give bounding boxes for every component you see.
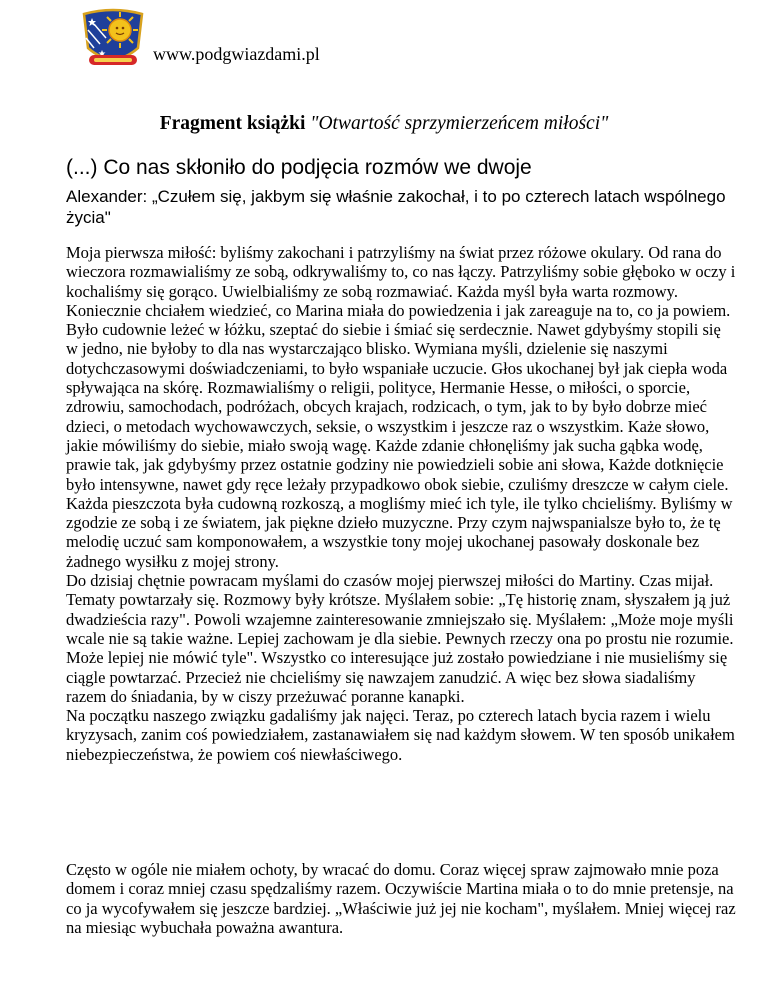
site-url[interactable]: www.podgwiazdami.pl bbox=[153, 44, 320, 64]
paragraph: Moja pierwsza miłość: byliśmy zakochani i patrzyliśmy na świat przez różowe okulary. Od rana do wieczora rozmawialiśmy ze sobą, odkrywaliśmy to, co nas łączy. Patrzyliśmy sobie głęboko w oczy i kochaliśmy się gorąco. Uwielbialiśmy ze sobą rozmawiać. Każda myśl była warta rozmowy. Koniecznie chciałem wiedzieć, co Marina miała do powiedzenia i jak zareaguje na to, co ja powiem. Było cudownie leżeć w łóżku, szeptać do siebie i śmiać się serdecznie. Nawet gdybyśmy stopili się w jedno, nie byłoby to dla nas wystarczająco blisko. Wymiana myśli, dzielenie się naszymi dotychczasowymi doświadczeniami, to było wspaniałe uczucie. Głos ukochanej był jak ciepła woda spływająca na skórę. Rozmawialiśmy o religii, polityce, Hermanie Hesse, o miłości, o sporcie, zdrowiu, samochodach, podróżach, obcych krajach, rodzicach, o tym, jak to by było dobrze mieć dzieci, o metodach wychowawczych, seksie, o wszystkim i jeszcze raz o wszystkim. Każe słowo, jakie mówiliśmy do siebie, miało swoją wagę. Każde zdanie chłonęliśmy jak sucha gąbka wodę, prawie tak, jak gdybyśmy przez ostatnie godziny nie powiedzieli sobie ani słowa, Każde dotknięcie było intensywne, nawet gdy ręce leżały przypadkowo obok siebie, czuliśmy dreszcze w całym ciele. Każda pieszczota była cudowną rozkoszą, a mogliśmy mieć ich tyle, ile tylko chcieliśmy. Byliśmy w zgodzie ze sobą i ze światem, jak piękne dzieło muzyczne. Przy czym najwspanialsze było to, że tę melodię uczuć sam komponowałem, a wszystkie tony mojej ukochanej pasowały doskonale bez żadnego wysiłku z mojej strony. bbox=[66, 243, 736, 571]
body-text-block-2 bbox=[66, 860, 736, 937]
page-header bbox=[80, 8, 680, 72]
sun-stars-logo-icon[interactable] bbox=[80, 8, 146, 72]
paragraph: Często w ogóle nie miałem ochoty, by wracać do domu. Coraz więcej spraw zajmowało mnie poza domem i coraz mniej czasu spędzaliśmy razem. Oczywiście Martina miała o to do mnie pretensje, na co ja wycofywałem się jeszcze bardziej. „Właściwie już jej nie kocham", myślałem. Mniej więcej raz na miesiąc wybuchała poważna awantura. bbox=[66, 860, 736, 937]
page-title bbox=[0, 113, 768, 135]
paragraph: Na początku naszego związku gadaliśmy jak najęci. Teraz, po czterech latach bycia razem i wielu kryzysach, zanim coś powiedziałem, zastanawiałem się nad każdym słowem. W ten sposób unikałem niebezpieczeństwa, że powiem coś niewłaściwego. bbox=[66, 706, 735, 764]
book-title: "Otwartość sprzymierzeńcem miłości" bbox=[310, 113, 609, 134]
paragraph: Do dzisiaj chętnie powracam myślami do czasów mojej pierwszej miłości do Martiny. Czas mijał. Tematy powtarzały się. Rozmowy były krótsze. Myślałem sobie: „Tę historię znam, słyszałem ją już dwadzieścia razy". Powoli wzajemne zainteresowanie zmniejszało się. Myślałem: „Może moje myśli wcale nie są takie ważne. Lepiej zachowam je dla siebie. Pewnych rzeczy ona po prostu nie rozumie. Może lepiej nie mówić tyle". Wszystko co interesujące już zostało powiedziane i nie musieliśmy się ciągle powtarzać. Przecież nie chcieliśmy się nawzajem zanudzić. A więc bez słowa siadaliśmy razem do śniadania, by w ciszy przeżuwać poranne kanapki. bbox=[66, 571, 734, 706]
quote-subheading: Alexander: „Czułem się, jakbym się właśnie zakochał, i to po czterech latach wspólnego życia" bbox=[66, 187, 726, 227]
title-label: Fragment książki bbox=[159, 113, 306, 134]
body-text-block-1 bbox=[66, 243, 736, 764]
section-heading: (...) Co nas skłoniło do podjęcia rozmów we dwoje bbox=[66, 156, 532, 179]
